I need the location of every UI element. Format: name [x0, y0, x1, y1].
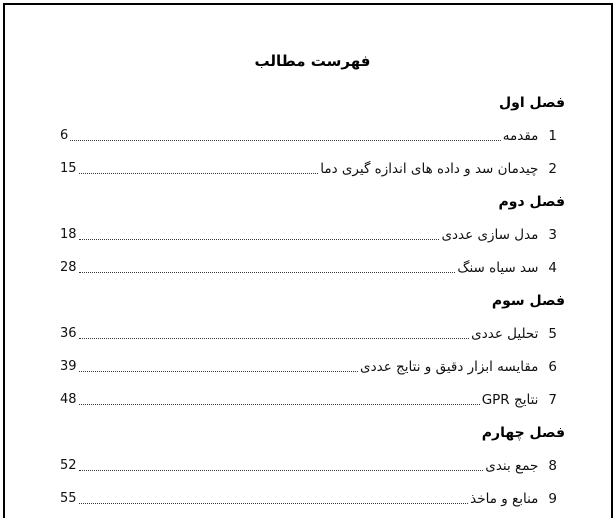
entry-title: چیدمان سد و داده های اندازه گیری دما [320, 160, 539, 177]
chapter-heading-label: فصل دوم [498, 193, 565, 210]
entry-title: سد سیاه سنگ [457, 259, 539, 276]
entry-title: تحلیل عددی [471, 325, 539, 342]
chapter-heading [60, 416, 565, 449]
entry-number: 4 [548, 259, 557, 276]
entry-number: 1 [548, 127, 557, 144]
entry-number: 7 [548, 391, 557, 408]
entry-title: جمع بندی [485, 457, 539, 474]
page-number: 48 [60, 392, 77, 407]
entry-number: 3 [548, 226, 557, 243]
entry-title: مقایسه ابزار دقیق و نتایج عددی [360, 358, 539, 375]
toc-list [60, 86, 565, 515]
entry-title: منابع و ماخذ [470, 490, 539, 507]
entry-number: 5 [548, 325, 557, 342]
chapter-heading [60, 86, 565, 119]
dot-leader [70, 131, 501, 141]
page-number: 6 [60, 128, 69, 143]
entry-number: 2 [548, 160, 557, 177]
dot-leader [79, 494, 469, 504]
toc-entry[interactable] [60, 218, 565, 251]
chapter-heading-label: فصل سوم [491, 292, 565, 309]
dot-leader [79, 230, 440, 240]
chapter-heading [60, 185, 565, 218]
chapter-heading-label: فصل اول [499, 94, 565, 111]
page-number: 28 [60, 260, 77, 275]
page-number: 55 [60, 491, 77, 506]
toc-entry[interactable] [60, 119, 565, 152]
dot-leader [79, 395, 480, 405]
toc-content [60, 44, 565, 515]
toc-entry[interactable] [60, 152, 565, 185]
dot-leader [79, 263, 456, 273]
entry-number: 9 [548, 490, 557, 507]
chapter-heading-label: فصل چهارم [481, 424, 565, 441]
toc-entry[interactable] [60, 350, 565, 383]
page-number: 36 [60, 326, 77, 341]
entry-title: مقدمه [502, 127, 539, 144]
toc-entry[interactable] [60, 317, 565, 350]
dot-leader [79, 164, 319, 174]
toc-entry[interactable] [60, 251, 565, 284]
toc-entry[interactable] [60, 383, 565, 416]
page-number: 18 [60, 227, 77, 242]
dot-leader [79, 329, 470, 339]
toc-entry[interactable] [60, 449, 565, 482]
dot-leader [79, 461, 484, 471]
chapter-heading [60, 284, 565, 317]
entry-title: نتایج GPR [481, 391, 539, 408]
entry-number: 8 [548, 457, 557, 474]
page-number: 39 [60, 359, 77, 374]
entry-title: مدل سازی عددی [441, 226, 539, 243]
page-number: 52 [60, 458, 77, 473]
page-number: 15 [60, 161, 77, 176]
toc-title-row [60, 44, 565, 77]
entry-number: 6 [548, 358, 557, 375]
toc-entry[interactable] [60, 482, 565, 515]
dot-leader [79, 362, 359, 372]
toc-title: فهرست مطالب [254, 51, 371, 70]
